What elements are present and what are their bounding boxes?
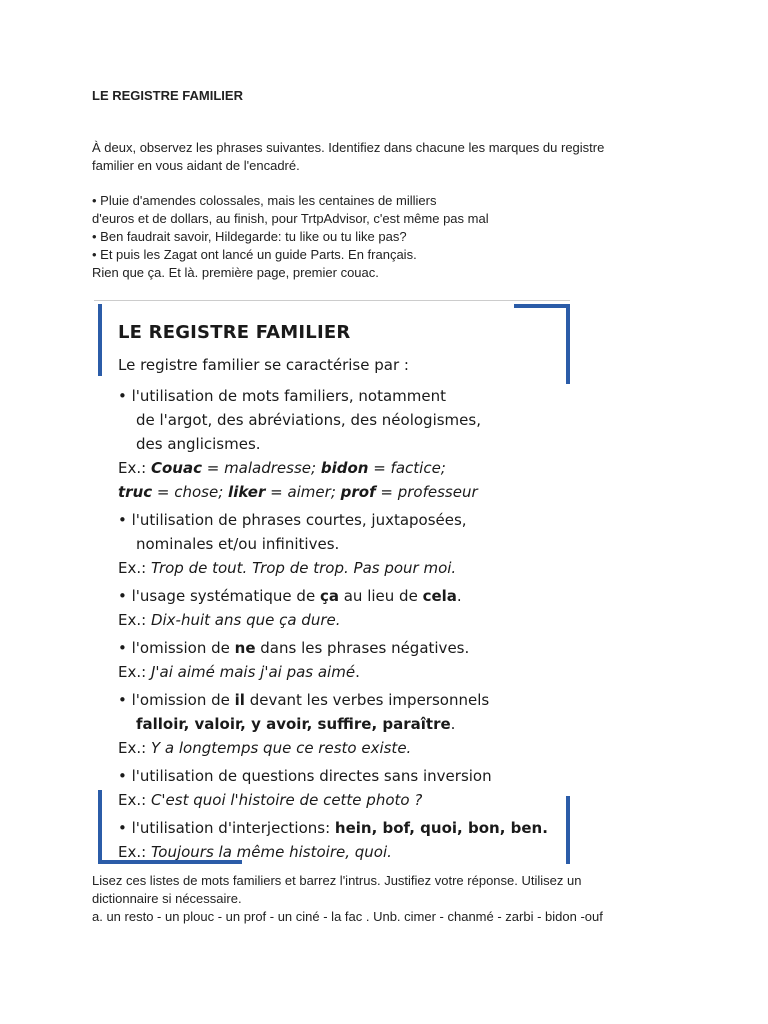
ex-definition: = maladresse; <box>201 459 321 477</box>
exercise-line: dictionnaire si nécessaire. <box>92 891 242 906</box>
frame-corner-top-left <box>98 304 102 376</box>
top-rule <box>94 300 570 301</box>
ex-label: Ex.: <box>118 739 151 757</box>
item-7-example <box>118 840 548 864</box>
keyword: falloir, valoir, y avoir, suffire, paraître <box>136 715 451 733</box>
item-5-text: devant les verbes impersonnels <box>244 691 490 709</box>
ex-text: Y a longtemps que ce resto existe. <box>150 739 412 757</box>
ex-word: prof <box>340 483 376 501</box>
item-2-example <box>118 556 548 580</box>
item-5-example <box>118 736 548 760</box>
box-items <box>118 384 548 864</box>
register-info-box <box>94 300 574 868</box>
ex-word: truc <box>118 483 153 501</box>
item-3-text: • l'usage systématique de <box>118 587 320 605</box>
box-title: LE REGISTRE FAMILIER <box>118 322 351 343</box>
item-4-line <box>118 636 548 660</box>
item-1-line: de l'argot, des abréviations, des néologismes, <box>136 411 481 429</box>
ex-text: J'ai aimé mais j'ai pas aimé <box>150 663 356 681</box>
ex-word: liker <box>228 483 266 501</box>
instructions-line: À deux, observez les phrases suivantes. Identifiez dans chacune les marques du registre <box>92 140 605 155</box>
ex-label: Ex.: <box>118 611 151 629</box>
ex-definition: = chose; <box>152 483 229 501</box>
item-7-line <box>118 816 548 840</box>
example-line: • Pluie d'amendes colossales, mais les centaines de milliers <box>92 193 437 208</box>
ex-text: Toujours la même histoire, quoi. <box>150 843 392 861</box>
document-title: LE REGISTRE FAMILIER <box>92 88 243 103</box>
exercise-paragraph <box>92 872 603 926</box>
ex-label: Ex.: <box>118 791 151 809</box>
ex-definition: = factice; <box>368 459 446 477</box>
item-3-example <box>118 608 548 632</box>
item-3-text: . <box>456 587 462 605</box>
ex-definition: = professeur <box>375 483 478 501</box>
item-1-line: des anglicismes. <box>136 435 261 453</box>
example-line: Rien que ça. Et là. première page, premier couac. <box>92 265 379 280</box>
example-line: • Et puis les Zagat ont lancé un guide Parts. En français. <box>92 247 417 262</box>
item-4-text: dans les phrases négatives. <box>255 639 470 657</box>
example-line: • Ben faudrait savoir, Hildegarde: tu like ou tu like pas? <box>92 229 407 244</box>
exercise-line: a. un resto - un plouc - un prof - un ciné - la fac . Unb. cimer - chanmé - zarbi - bidon -ouf <box>92 909 603 924</box>
item-5-line <box>118 712 548 736</box>
item-3-line <box>118 584 548 608</box>
keyword: ça <box>319 587 339 605</box>
frame-corner-bottom-right <box>566 796 570 864</box>
item-1-example <box>118 456 548 480</box>
item-6-line: • l'utilisation de questions directes sans inversion <box>118 767 492 785</box>
exercise-line: Lisez ces listes de mots familiers et barrez l'intrus. Justifiez votre réponse. Utilisez un <box>92 873 582 888</box>
item-6-example <box>118 788 548 812</box>
item-5-text: . <box>450 715 456 733</box>
item-4-example <box>118 660 548 684</box>
frame-corner-top-right <box>514 304 570 384</box>
ex-word: Couac <box>150 459 202 477</box>
keyword: cela <box>422 587 457 605</box>
keyword: il <box>234 691 245 709</box>
ex-definition: = aimer; <box>265 483 341 501</box>
item-3-text: au lieu de <box>338 587 423 605</box>
ex-word: bidon <box>320 459 369 477</box>
ex-text: Dix-huit ans que ça dure. <box>150 611 341 629</box>
keyword: ne <box>234 639 256 657</box>
ex-label: Ex.: <box>118 459 151 477</box>
ex-text: C'est quoi l'histoire de cette photo ? <box>150 791 423 809</box>
ex-text: Trop de tout. Trop de trop. Pas pour moi. <box>150 559 457 577</box>
instructions-line: familier en vous aidant de l'encadré. <box>92 158 300 173</box>
item-4-text: • l'omission de <box>118 639 235 657</box>
item-5-line <box>118 688 548 712</box>
item-1-line: • l'utilisation de mots familiers, notamment <box>118 387 447 405</box>
ex-label: Ex.: <box>118 663 151 681</box>
keyword: hein, bof, quoi, bon, ben. <box>334 819 548 837</box>
item-2-line: nominales et/ou infinitives. <box>136 535 340 553</box>
ex-label: Ex.: <box>118 843 151 861</box>
instructions-paragraph <box>92 139 604 175</box>
item-1-example <box>118 480 548 504</box>
item-5-text: • l'omission de <box>118 691 235 709</box>
example-sentences <box>92 192 489 282</box>
ex-text: . <box>355 663 360 681</box>
ex-label: Ex.: <box>118 559 151 577</box>
item-7-text: • l'utilisation d'interjections: <box>118 819 335 837</box>
example-line: d'euros et de dollars, au finish, pour TrtpAdvisor, c'est même pas mal <box>92 211 489 226</box>
box-intro: Le registre familier se caractérise par : <box>118 356 409 374</box>
item-2-line: • l'utilisation de phrases courtes, juxtaposées, <box>118 511 467 529</box>
